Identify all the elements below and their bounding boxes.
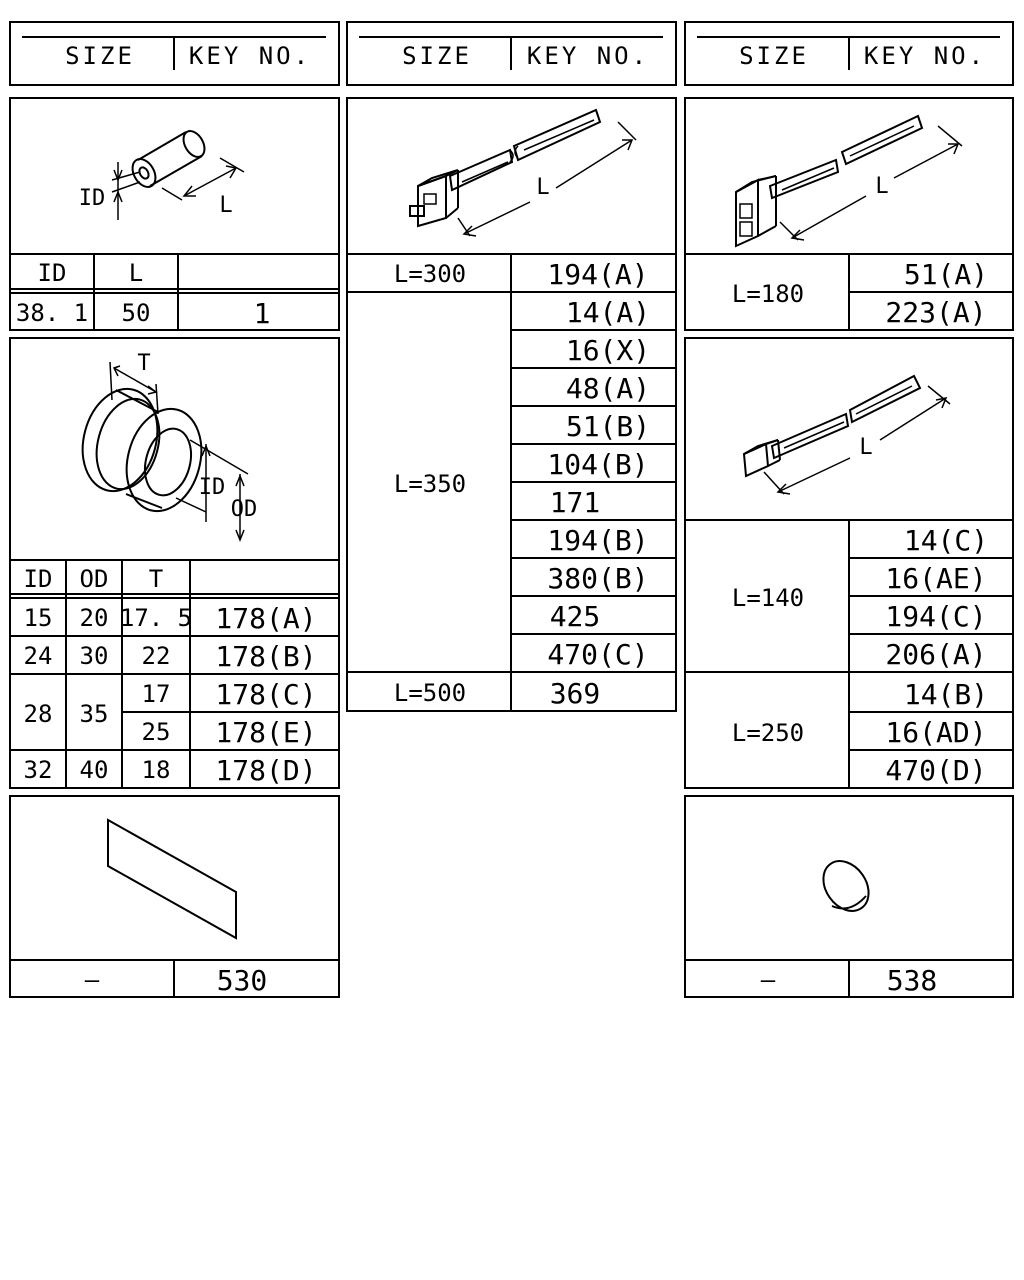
cell-key: 171 — [549, 486, 601, 519]
cell-key: 380(B) — [547, 562, 649, 595]
cell-size: — — [84, 966, 100, 994]
dim-od-label: OD — [230, 497, 258, 522]
cell-size: L=180 — [731, 280, 805, 308]
cell-key: 48(A) — [565, 372, 651, 405]
cell-t: 17. 5 — [119, 604, 193, 632]
cell-key: 369 — [549, 677, 601, 710]
cell-key: 425 — [549, 600, 601, 633]
col-id-header: ID — [37, 259, 67, 287]
cell-od: 40 — [79, 756, 109, 784]
header-col-3 — [685, 22, 1013, 85]
col-t-header: T — [148, 565, 164, 593]
cell-key: 206(A) — [885, 638, 987, 671]
cell-key: 470(D) — [885, 754, 987, 787]
dim-l-label: L — [875, 174, 889, 199]
cell-size: L=300 — [393, 260, 467, 288]
cell-key: 178(D) — [215, 754, 317, 787]
cell-size: L=250 — [731, 719, 805, 747]
cap-section — [685, 796, 1013, 997]
grommet-section — [10, 338, 339, 788]
cell-t: 18 — [141, 756, 171, 784]
cell-key: 51(A) — [903, 258, 989, 291]
dim-l-label: L — [219, 193, 233, 218]
col-l-header: L — [128, 259, 144, 287]
cell-id: 28 — [23, 700, 53, 728]
cell-key: 194(B) — [547, 524, 649, 557]
dim-id-label: ID — [78, 186, 106, 211]
cell-key: 16(X) — [565, 334, 651, 367]
cell-key: 530 — [216, 964, 268, 997]
cell-key: 104(B) — [547, 448, 649, 481]
cell-id: 24 — [23, 642, 53, 670]
cell-size: L=500 — [393, 679, 467, 707]
cell-key: 194(A) — [547, 258, 649, 291]
tie-center-section — [347, 98, 676, 711]
cell-key: 16(AE) — [885, 562, 987, 595]
cell-id: 38. 1 — [15, 299, 89, 327]
cell-key: 14(C) — [903, 524, 989, 557]
header-size: SIZE — [402, 42, 472, 70]
dim-l-label: L — [536, 175, 550, 200]
cell-t: 22 — [141, 642, 171, 670]
cell-key: 194(C) — [885, 600, 987, 633]
dim-id-label: ID — [198, 475, 226, 500]
cell-key: 1 — [253, 297, 271, 330]
cell-key: 14(B) — [903, 678, 989, 711]
sheet-section — [10, 796, 339, 997]
cell-size: L=350 — [393, 470, 467, 498]
header-key-no: KEY NO. — [188, 42, 312, 70]
cell-id: 32 — [23, 756, 53, 784]
cell-od: 30 — [79, 642, 109, 670]
cell-key: 16(AD) — [885, 716, 987, 749]
cell-key: 51(B) — [565, 410, 651, 443]
col-id-header: ID — [23, 565, 53, 593]
cell-key: 178(A) — [215, 602, 317, 635]
header-size: SIZE — [65, 42, 135, 70]
tie-clip-section — [685, 98, 1013, 330]
cell-key: 14(A) — [565, 296, 651, 329]
cell-key: 223(A) — [885, 296, 987, 329]
cell-key: 178(C) — [215, 678, 317, 711]
header-size: SIZE — [739, 42, 809, 70]
header-col-1 — [10, 22, 339, 85]
header-key-no: KEY NO. — [526, 42, 650, 70]
col-od-header: OD — [79, 565, 109, 593]
header-col-2 — [347, 22, 676, 85]
cell-size: L=140 — [731, 584, 805, 612]
header-key-no: KEY NO. — [863, 42, 987, 70]
cell-key: 470(C) — [547, 638, 649, 671]
cell-od: 35 — [79, 700, 109, 728]
dim-l-label: L — [859, 435, 873, 460]
dim-t-label: T — [137, 351, 151, 376]
cell-t: 17 — [141, 680, 171, 708]
cell-size: — — [760, 966, 776, 994]
cell-key: 178(B) — [215, 640, 317, 673]
cell-t: 25 — [141, 718, 171, 746]
cell-l: 50 — [121, 299, 151, 327]
cell-od: 20 — [79, 604, 109, 632]
cell-key: 538 — [886, 964, 938, 997]
spacer-section — [10, 98, 339, 330]
cell-id: 15 — [23, 604, 53, 632]
cell-key: 178(E) — [215, 716, 317, 749]
tie-plain-section — [685, 338, 1013, 788]
